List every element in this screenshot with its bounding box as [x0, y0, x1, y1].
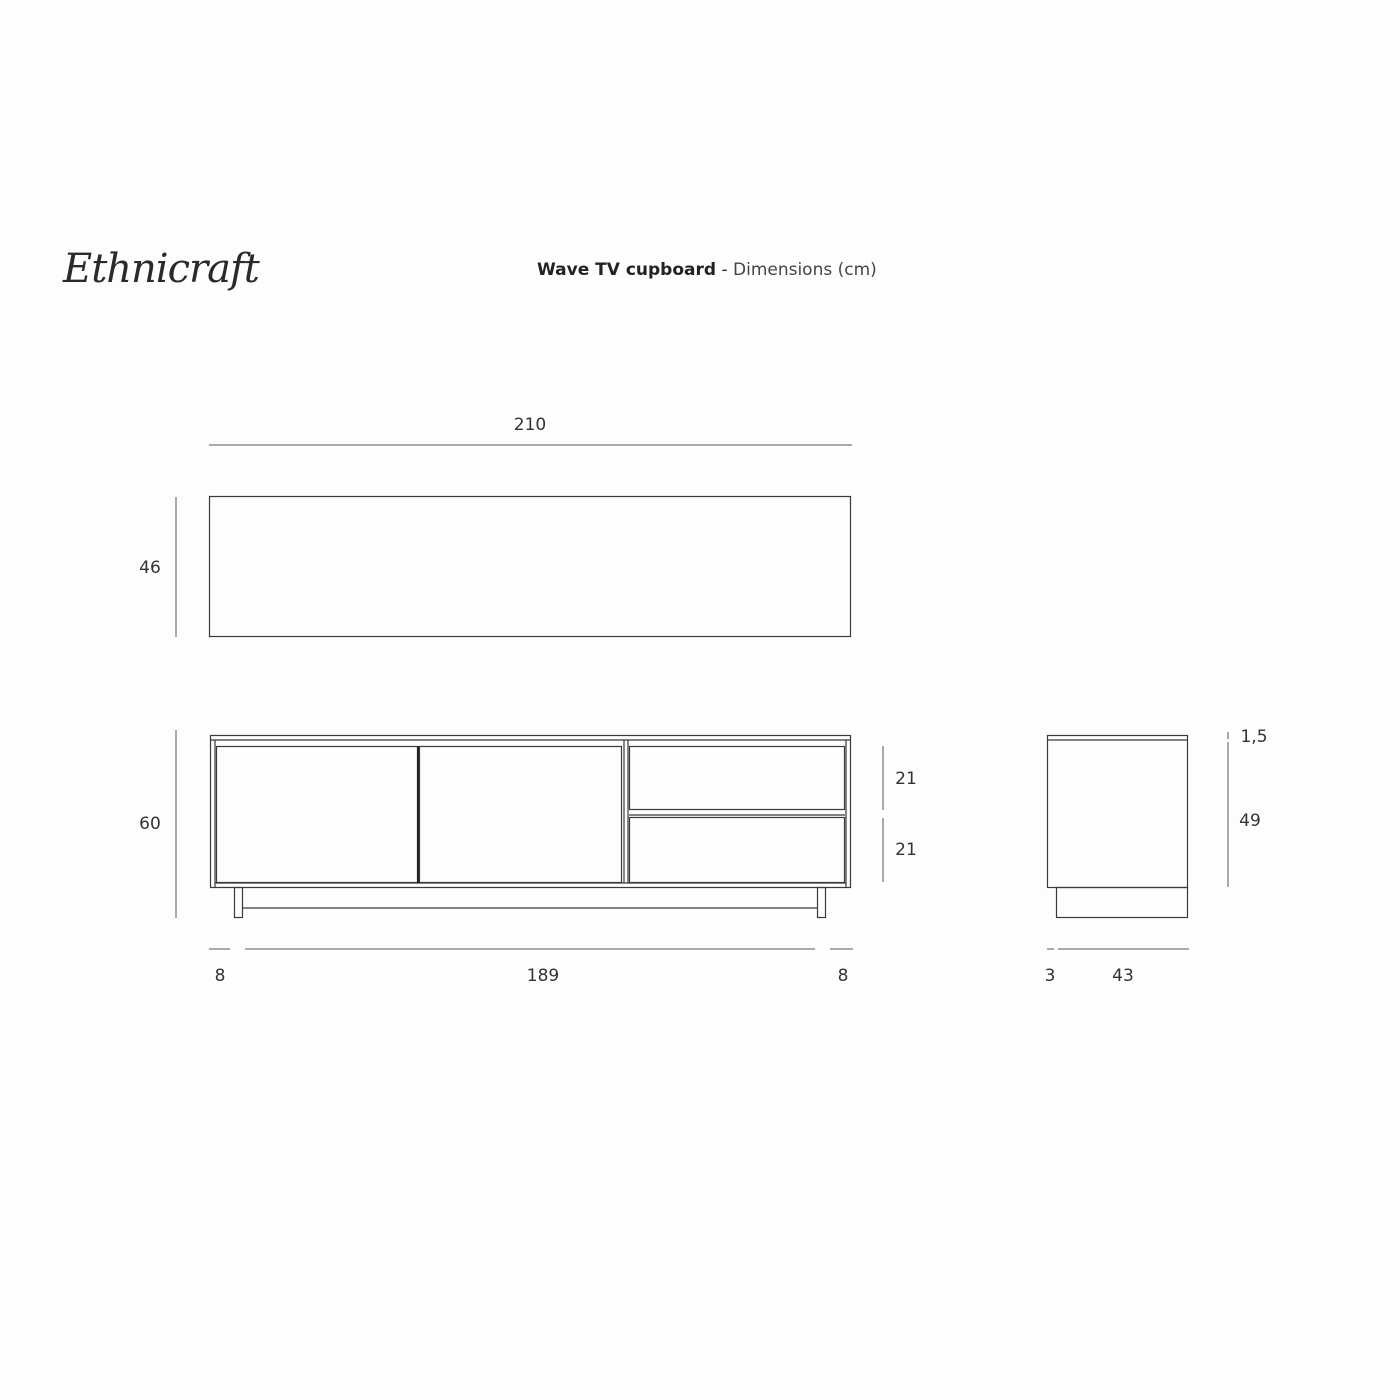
left-door — [217, 747, 418, 883]
right-door — [420, 747, 622, 883]
top-view — [139, 415, 852, 637]
top-depth-label: 46 — [139, 558, 161, 578]
top-width-label: 210 — [513, 415, 547, 435]
top-view-outline — [210, 497, 851, 637]
left-leg — [235, 888, 243, 918]
leg-span-label: 189 — [526, 966, 560, 986]
brand-logo: Ethnicraft — [63, 246, 259, 292]
left-leg-offset-label: 8 — [214, 966, 226, 986]
drawer-bottom-label: 21 — [895, 840, 917, 860]
side-leg-offset-label: 3 — [1044, 966, 1056, 986]
drawer-bottom — [630, 818, 845, 883]
front-view — [139, 730, 917, 986]
drawer-top-label: 21 — [895, 769, 917, 789]
side-body-height-label: 49 — [1239, 811, 1261, 831]
title-separator: - — [716, 260, 733, 280]
side-base — [1057, 888, 1188, 918]
title-subtitle: Dimensions (cm) — [733, 260, 877, 280]
front-height-label: 60 — [139, 814, 161, 834]
product-name: Wave TV cupboard — [537, 260, 717, 280]
right-leg-offset-label: 8 — [837, 966, 849, 986]
drawer-top — [630, 747, 845, 810]
cabinet-outline — [211, 736, 851, 888]
side-body-outline — [1048, 736, 1188, 888]
side-depth-label: 43 — [1112, 966, 1134, 986]
side-top-thickness-label: 1,5 — [1240, 727, 1268, 747]
right-leg — [818, 888, 826, 918]
side-view — [1045, 727, 1268, 986]
